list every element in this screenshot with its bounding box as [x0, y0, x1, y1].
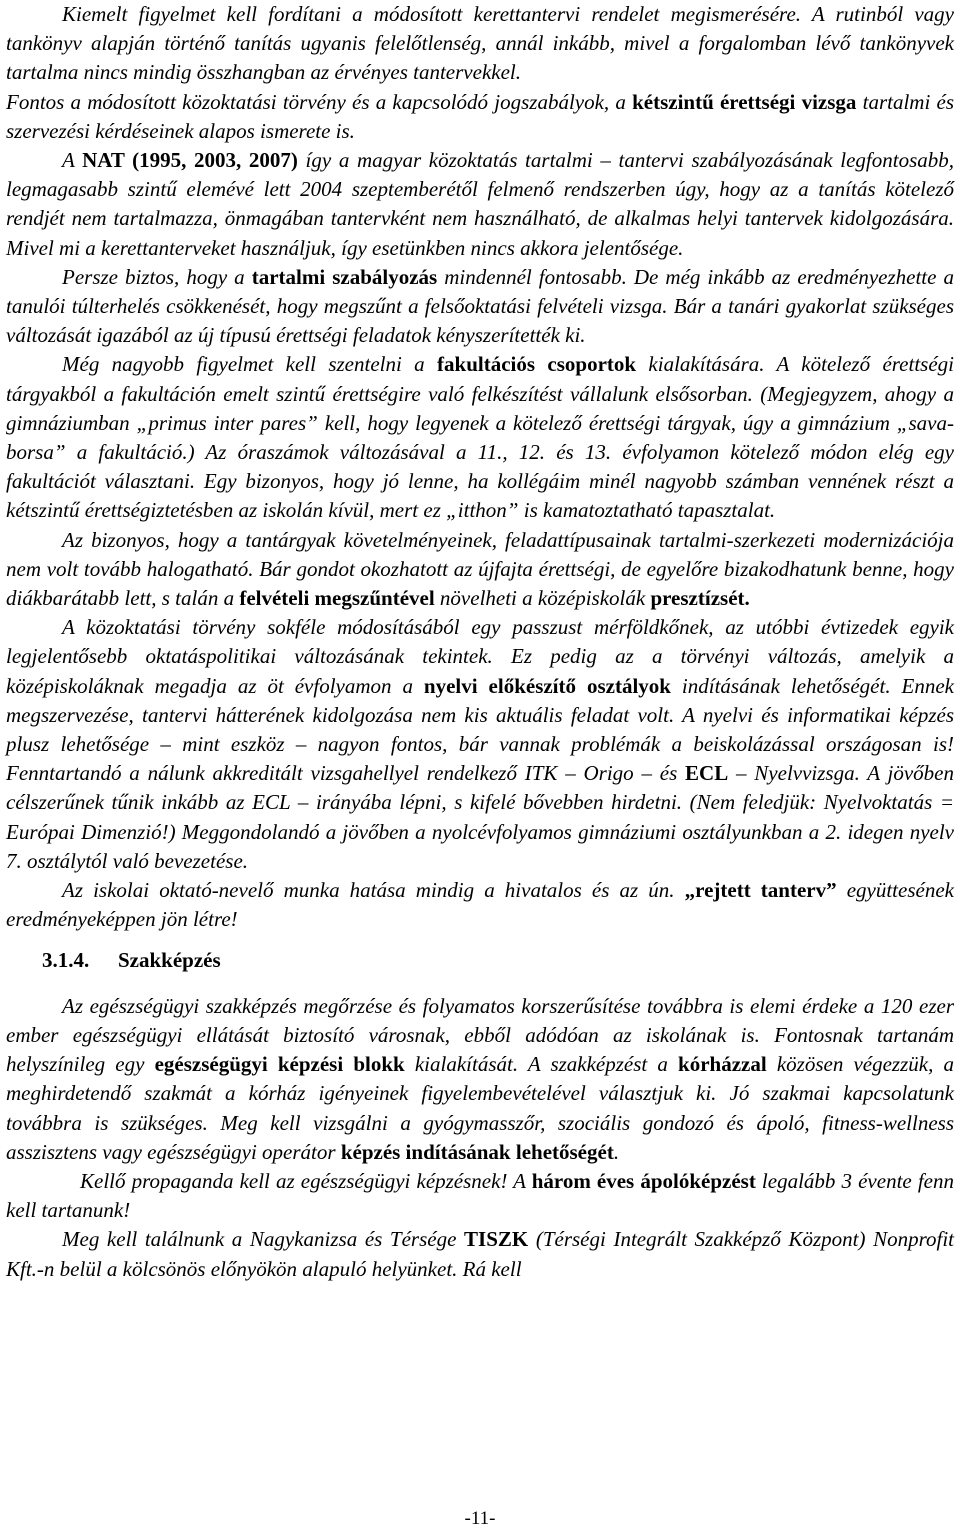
- emphasized-text: képzés indításának lehetőségét: [340, 1139, 614, 1164]
- text-run: növelheti a középiskolák: [434, 586, 651, 611]
- paragraph: [6, 526, 954, 614]
- paragraph: [6, 0, 954, 88]
- paragraph: [6, 1167, 954, 1225]
- emphasized-text: tartalmi szabályozás: [251, 264, 438, 289]
- emphasized-text: fakultációs csoportok: [437, 352, 637, 377]
- section-heading: [42, 946, 954, 975]
- text-run: Fontos a módosított közoktatási törvény és a kapcsolódó jogszabályok, a: [6, 89, 633, 114]
- text-run: – Nyelvvizsga. A jövőben célszerűnek tűnik inkább az ECL – irányába lépni, s kifelé bővebben hirdetni. (Nem feledjük: Nyelvoktatás = Európai Dimenzió!) Meggondolandó a jövőben a nyolcévfolyamos gimnáziumi osztályunkban a 2. idegen nyelv 7. osztálytól való bevezetése.: [6, 761, 954, 873]
- text-run: .: [613, 1139, 620, 1164]
- text-run: közösen végezzük, a meghirdetendő szakmát a kórház igényeinek figyelembevételével választjuk ki. Jó szakmai kapcsolatunk továbbra is szükséges. Meg kell vizsgálni a gyógymasszőr, szociális gondozó és ápoló, fitness-wellness asszisztens vagy egészségügyi operátor: [6, 1052, 954, 1164]
- text-run: mindennél fontosabb. De még inkább az eredményezhette a tanulói túlterhelés csökkenését, hogy megszűnt a felsőoktatási felvételi vizsga. Bár a tanári gyakorlat szükséges változását igazából az új típusú érettségi feladatok kényszerítették ki.: [6, 264, 954, 348]
- emphasized-text: NAT (1995, 2003, 2007): [82, 148, 298, 173]
- text-run: Kellő propaganda kell az egészségügyi képzésnek! A: [80, 1168, 532, 1193]
- text-run: kialakítására. A kötelező érettségi tárgyakból a fakultáción emelt szintű érettségire való felkészítést vállalunk elsősorban. (Megjegyzem, ahogy a gimnáziumban „primus inter pares” kell, hogy legyenek a kötelező érettségi tárgyak, úgy a gimnázium „sava-borsa” a fakultáció.) Az óraszámok változásával a 11., 12. és 13. évfolyamon kötelező módon elég egy fakultációt választani. Egy bizonyos, hogy jó lenne, ha kollégáim minél nagyobb számban vennének részt a kétszintű érettségiztetésben az iskolán kívül, mert ez „itthon” is kamatoztatható tapasztalat.: [6, 352, 954, 523]
- text-run: Még nagyobb figyelmet kell szentelni a: [62, 352, 438, 377]
- text-run: tartalmi és szervezési kérdéseinek alapos ismerete is.: [6, 89, 954, 143]
- section-number: 3.1.4.: [42, 947, 90, 972]
- body-text-bottom: [6, 992, 954, 1284]
- paragraph: [6, 146, 954, 263]
- text-run: A: [62, 148, 83, 173]
- paragraph: [6, 88, 954, 146]
- body-text-top: [6, 0, 954, 935]
- text-run: Az egészségügyi szakképzés megőrzése és folyamatos korszerűsítése továbbra is elemi érdeke a 120 ezer ember egészségügyi ellátását biztosító városnak, ebből adódóan az iskolának is. Fontosnak tartanám helyszínileg egy: [6, 993, 954, 1077]
- paragraph: [6, 613, 954, 876]
- text-run: (Térségi Integrált Szakképző Központ) Nonprofit Kft.-n belül a kölcsönös előnyökön alapuló helyünket. Rá kell: [6, 1227, 954, 1281]
- text-run: legalább 3 évente fenn kell tartanunk!: [6, 1168, 954, 1223]
- text-run: kialakítását. A szakképzést a: [404, 1052, 679, 1077]
- document-page: [6, 0, 954, 1284]
- text-run: Meg kell találnunk a Nagykanizsa és Térsége: [62, 1227, 465, 1252]
- text-run: Persze biztos, hogy a: [62, 264, 252, 289]
- page-number: -11-: [464, 1508, 496, 1529]
- emphasized-text: egészségügyi képzési blokk: [154, 1052, 405, 1077]
- text-run: A közoktatási törvény sokféle módosításából egy passzust mérföldkőnek, az utóbbi évtizedek egyik legjelentősebb oktatáspolitikai változásának tekintek. Ez pedig az a törvényi változás, amelyik a középiskoláknak megadja az öt évfolyamon a: [6, 615, 954, 698]
- emphasized-text: ECL: [685, 761, 729, 786]
- emphasized-text: felvételi megszűntével: [239, 586, 435, 611]
- paragraph: [6, 263, 954, 351]
- text-run: Az iskolai oktató-nevelő munka hatása mindig a hivatalos és az ún.: [62, 878, 685, 903]
- paragraph: [6, 350, 954, 525]
- emphasized-text: TISZK: [464, 1227, 529, 1252]
- text-run: Kiemelt figyelmet kell fordítani a módosított kerettantervi rendelet megismerésére. A rutinból vagy tankönyv alapján történő tanítás ugyanis felelőtlenség, annál inkább, mivel a forgalomban lévő tankönyvek tartalma nincs mindig összhangban az érvényes tantervekkel.: [6, 2, 954, 85]
- emphasized-text: három éves ápolóképzést: [531, 1168, 756, 1193]
- emphasized-text: nyelvi előkészítő osztályok: [423, 673, 671, 698]
- emphasized-text: kétszintű érettségi vizsga: [632, 89, 857, 114]
- paragraph: [6, 876, 954, 934]
- paragraph: [6, 992, 954, 1167]
- text-run: indításának lehetőségét. Ennek megszervezése, tantervi hátterének kidolgozása nem kis aktuális feladat volt. A nyelvi és informatikai képzés plusz lehetősége – mint eszköz – nagyon fontos, bár vannak problémák a beiskolázással országosan is! Fenntartandó a nálunk akkreditált vizsgahellyel rendelkező ITK – Origo – és: [6, 673, 954, 786]
- section-title: Szakképzés: [118, 947, 221, 972]
- emphasized-text: „rejtett tanterv”: [684, 878, 837, 903]
- text-run: Az bizonyos, hogy a tantárgyak követelményeinek, feladattípusainak tartalmi-szerkezeti modernizációja nem volt tovább halogatható. Bár gondot okozhatott az újfajta érettségi, de egyelőre bizakodhatunk benne, hogy diákbarátabb lett, s talán a: [6, 527, 954, 611]
- text-run: együttesének eredményeképpen jön létre!: [6, 878, 954, 932]
- paragraph: [6, 1225, 954, 1283]
- text-run: így a magyar közoktatás tartalmi – tantervi szabályozásának legfontosabb, legmagasabb szintű elemévé lett 2004 szeptemberétől felmenő rendszerben úgy, hogy az a tanítás kötelező rendjét nem tartalmazza, önmagában tantervként nem használható, de alkalmas helyi tantervek kidolgozására. Mivel mi a kerettanterveket használjuk, így esetünkben nincs akkora jelentősége.: [6, 148, 955, 260]
- emphasized-text: presztízsét.: [650, 586, 750, 611]
- emphasized-text: kórházzal: [678, 1052, 767, 1077]
